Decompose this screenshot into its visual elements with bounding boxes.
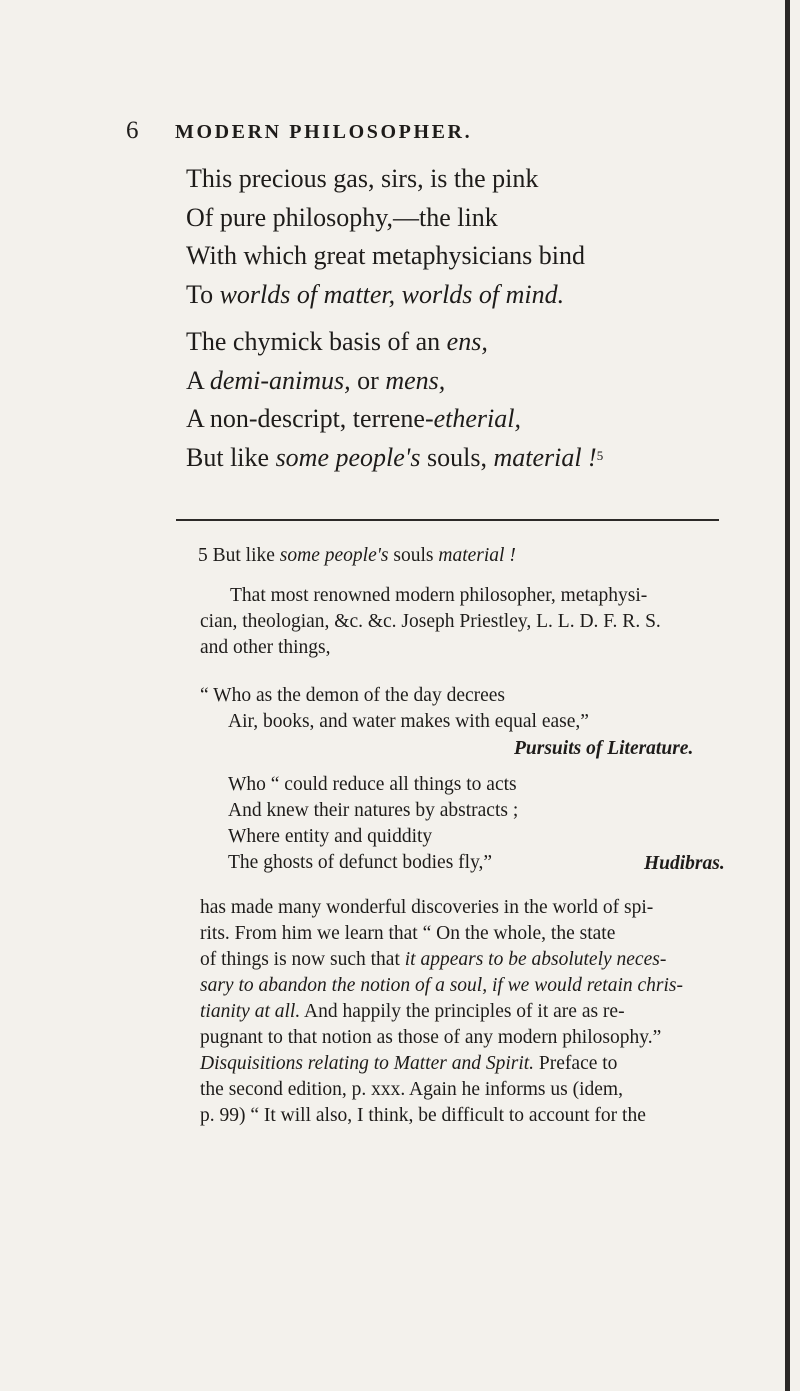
footnote-paragraph-2: has made many wonderful discoveries in the world of spi- rits. From him we learn that “ On the whole, the state of things is now such that it appears to be absolutely neces- sary to abandon the notion of a soul, if we would retain chris- tianity at all. And happily the principles of it are as re- pugnant to that notion as those of any modern philosophy.” Disquisitions relating to Matter and Spirit. Preface to the second edition, p. xxx. Again he informs us (idem, p. 99) “ It will also, I think, be difficult to account for the	[200, 897, 683, 1126]
verse-line: Of pure philosophy,—the link	[186, 202, 498, 232]
footnote-heading: 5 But like some people's souls material !	[198, 545, 516, 566]
verse-line: A demi-animus, or mens,	[186, 365, 446, 395]
verse-line: With which great metaphysicians bind	[186, 241, 585, 270]
running-head: MODERN PHILOSOPHER.	[175, 121, 473, 143]
page-header	[0, 116, 800, 148]
verse-line: But like some people's souls, material !$^5$	[186, 442, 604, 472]
quote-hudibras: Who “ could reduce all things to acts And knew their natures by abstracts ; Where entity and quiddity The ghosts of defunct bodies fly,”	[228, 774, 519, 873]
page-number: 6	[126, 117, 139, 144]
page-edge-line	[785, 0, 790, 1391]
footnote-paragraph-1: That most renowned modern philosopher, metaphysi- cian, theologian, &c. &c. Joseph Priestley, L. L. D. F. R. S. and other things,	[200, 585, 661, 658]
verse-line: To worlds of matter, worlds of mind.	[186, 279, 565, 309]
verse-stanza-1	[186, 160, 746, 314]
attribution-pursuits-of-literature: Pursuits of Literature.	[514, 738, 694, 759]
footnote-marker: 5	[596, 447, 604, 463]
verse-line: This precious gas, sirs, is the pink	[186, 164, 539, 193]
quote-pursuits: “ Who as the demon of the day decrees Air, books, and water makes with equal ease,”	[200, 685, 589, 732]
verse-stanza-2	[186, 323, 746, 477]
verse-line: A non-descript, terrene-etherial,	[186, 404, 521, 433]
verse-line: The chymick basis of an ens,	[186, 327, 488, 356]
footnote-rule	[176, 519, 719, 521]
attribution-hudibras: Hudibras.	[644, 853, 725, 874]
